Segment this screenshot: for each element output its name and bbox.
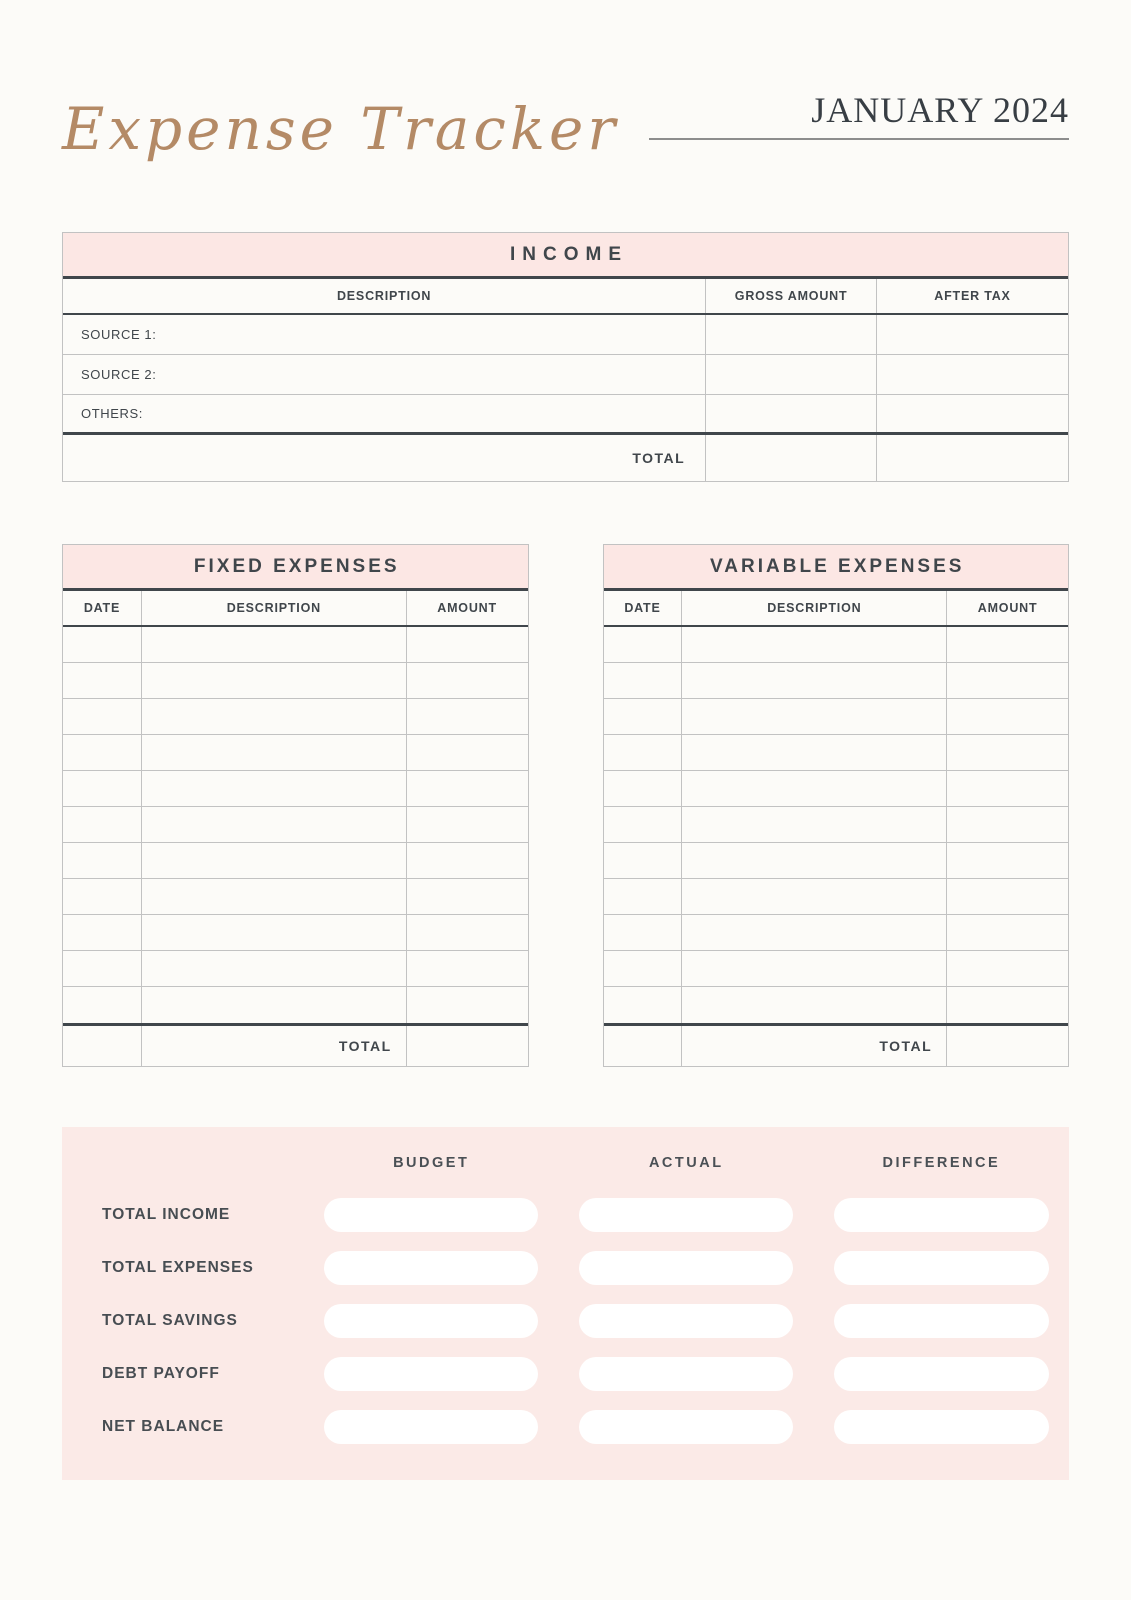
expense-amount-blank-cell[interactable]	[947, 735, 1068, 770]
expense-description-blank-cell[interactable]	[682, 951, 947, 986]
expense-amount-blank-cell[interactable]	[947, 843, 1068, 878]
expense-date-blank-cell[interactable]	[604, 879, 683, 914]
income-col-description: DESCRIPTION	[63, 279, 706, 313]
expense-description-blank-cell[interactable]	[682, 699, 947, 734]
expense-amount-blank-cell[interactable]	[947, 951, 1068, 986]
expense-date-blank-cell[interactable]	[63, 735, 142, 770]
expense-date-blank-cell[interactable]	[604, 987, 683, 1023]
summary-total-expenses-difference-field[interactable]	[834, 1251, 1048, 1285]
expense-description-blank-cell[interactable]	[142, 735, 407, 770]
income-title: INCOME	[510, 243, 628, 265]
variable-col-description: DESCRIPTION	[682, 591, 947, 625]
income-row-source2	[63, 355, 1068, 395]
expense-description-blank-cell[interactable]	[142, 915, 407, 950]
income-col-gross-amount: GROSS AMOUNT	[706, 279, 877, 313]
expense-description-blank-cell[interactable]	[682, 987, 947, 1023]
variable-expenses-section	[603, 544, 1070, 1067]
variable-total-label: TOTAL	[682, 1026, 947, 1066]
expense-date-blank-cell[interactable]	[63, 987, 142, 1023]
expense-empty-row	[63, 915, 528, 951]
header-divider	[649, 92, 1069, 140]
expense-description-blank-cell[interactable]	[142, 807, 407, 842]
expense-empty-row	[604, 771, 1069, 807]
expense-empty-row	[604, 807, 1069, 843]
summary-total-savings-difference-field[interactable]	[834, 1304, 1048, 1338]
expense-amount-blank-cell[interactable]	[947, 699, 1068, 734]
income-col-after-tax: AFTER TAX	[934, 289, 1011, 303]
expense-empty-row	[63, 807, 528, 843]
expense-empty-row	[604, 879, 1069, 915]
expense-description-blank-cell[interactable]	[142, 663, 407, 698]
summary-col-actual: ACTUAL	[648, 1155, 724, 1171]
variable-col-date: DATE	[604, 591, 683, 625]
expense-empty-row	[604, 915, 1069, 951]
expense-description-blank-cell[interactable]	[682, 627, 947, 662]
expense-amount-blank-cell[interactable]	[407, 987, 528, 1023]
fixed-expenses-title-bar	[63, 545, 528, 591]
expense-empty-row	[604, 699, 1069, 735]
expense-description-blank-cell[interactable]	[142, 987, 407, 1023]
expense-amount-blank-cell[interactable]	[947, 663, 1068, 698]
expense-amount-blank-cell[interactable]	[407, 843, 528, 878]
expense-date-blank-cell[interactable]	[604, 735, 683, 770]
expense-date-blank-cell[interactable]	[63, 807, 142, 842]
expense-date-blank-cell[interactable]	[604, 771, 683, 806]
expense-amount-blank-cell[interactable]	[407, 771, 528, 806]
expense-amount-blank-cell[interactable]	[407, 735, 528, 770]
expense-description-blank-cell[interactable]	[682, 879, 947, 914]
fixed-total-amount-blank-cell[interactable]	[407, 1026, 528, 1066]
expense-amount-blank-cell[interactable]	[407, 879, 528, 914]
expense-empty-row	[63, 771, 528, 807]
expense-amount-blank-cell[interactable]	[407, 663, 528, 698]
income-section	[62, 232, 1069, 482]
expense-date-blank-cell[interactable]	[63, 843, 142, 878]
expense-empty-row	[604, 735, 1069, 771]
summary-total-expenses-budget-field[interactable]	[324, 1251, 538, 1285]
variable-expenses-title-bar	[604, 545, 1069, 591]
expense-empty-row	[604, 951, 1069, 987]
expense-empty-row	[604, 663, 1069, 699]
expense-description-blank-cell[interactable]	[142, 951, 407, 986]
fixed-total-date-blank-cell[interactable]	[63, 1026, 142, 1066]
expense-date-blank-cell[interactable]	[604, 915, 683, 950]
expense-empty-row	[63, 951, 528, 987]
income-total-label: TOTAL	[63, 435, 706, 481]
summary-row-total-expenses-label: TOTAL EXPENSES	[102, 1259, 254, 1276]
expense-description-blank-cell[interactable]	[682, 771, 947, 806]
summary-total-expenses-actual-field[interactable]	[579, 1251, 793, 1285]
summary-net-balance-difference-field[interactable]	[834, 1410, 1048, 1444]
fixed-expenses-columns-header	[63, 591, 528, 627]
expense-description-blank-cell[interactable]	[142, 843, 407, 878]
summary-total-income-actual-field[interactable]	[579, 1198, 793, 1232]
expenses-row	[62, 544, 1069, 1067]
expense-empty-row	[63, 879, 528, 915]
summary-row-net-balance-label: NET BALANCE	[102, 1418, 225, 1435]
income-row-source1	[63, 315, 1068, 355]
expense-empty-row	[63, 843, 528, 879]
variable-expenses-title: VARIABLE EXPENSES	[710, 555, 965, 577]
expense-date-blank-cell[interactable]	[604, 627, 683, 662]
expense-date-blank-cell[interactable]	[63, 915, 142, 950]
expense-amount-blank-cell[interactable]	[947, 915, 1068, 950]
expense-amount-blank-cell[interactable]	[407, 915, 528, 950]
variable-expenses-columns-header	[604, 591, 1069, 627]
expense-description-blank-cell[interactable]	[682, 735, 947, 770]
expense-empty-row	[63, 663, 528, 699]
expense-empty-row	[63, 699, 528, 735]
expense-description-blank-cell[interactable]	[142, 627, 407, 662]
income-row-label: SOURCE 2:	[63, 355, 706, 394]
fixed-col-date: DATE	[63, 591, 142, 625]
summary-debt-payoff-budget-field[interactable]	[324, 1357, 538, 1391]
variable-expenses-total-row	[604, 1026, 1069, 1066]
expense-amount-blank-cell[interactable]	[947, 771, 1068, 806]
income-title-bar	[63, 233, 1068, 279]
expense-date-blank-cell[interactable]	[63, 627, 142, 662]
summary-row-total-income-label: TOTAL INCOME	[102, 1206, 231, 1223]
summary-col-difference: DIFFERENCE	[882, 1155, 1001, 1171]
expense-date-blank-cell[interactable]	[604, 843, 683, 878]
expense-empty-row	[604, 987, 1069, 1023]
expense-description-blank-cell[interactable]	[682, 843, 947, 878]
page-title: Expense Tracker	[62, 95, 620, 163]
income-row-label: OTHERS:	[63, 395, 706, 432]
expense-description-blank-cell[interactable]	[142, 699, 407, 734]
expense-description-blank-cell[interactable]	[682, 807, 947, 842]
variable-expenses-rows	[604, 627, 1069, 1026]
expense-date-blank-cell[interactable]	[604, 699, 683, 734]
income-aftertax-blank-cell[interactable]	[877, 395, 1068, 432]
income-total-aftertax-blank-cell[interactable]	[877, 435, 1068, 481]
income-columns-header	[63, 279, 1068, 315]
summary-total-income-difference-field[interactable]	[834, 1198, 1048, 1232]
income-aftertax-blank-cell[interactable]	[877, 355, 1068, 394]
summary-net-balance-budget-field[interactable]	[324, 1410, 538, 1444]
summary-debt-payoff-actual-field[interactable]	[579, 1357, 793, 1391]
expense-amount-blank-cell[interactable]	[947, 807, 1068, 842]
expense-empty-row	[63, 735, 528, 771]
fixed-expenses-section	[62, 544, 529, 1067]
summary-row-debt-payoff-label: DEBT PAYOFF	[102, 1365, 220, 1382]
fixed-expenses-total-row	[63, 1026, 528, 1066]
summary-total-income-budget-field[interactable]	[324, 1198, 538, 1232]
expense-date-blank-cell[interactable]	[63, 699, 142, 734]
expense-date-blank-cell[interactable]	[604, 951, 683, 986]
expense-amount-blank-cell[interactable]	[947, 987, 1068, 1023]
expense-amount-blank-cell[interactable]	[947, 879, 1068, 914]
expense-amount-blank-cell[interactable]	[947, 627, 1068, 662]
expense-date-blank-cell[interactable]	[604, 663, 683, 698]
page-header	[62, 92, 1069, 172]
expense-date-blank-cell[interactable]	[63, 951, 142, 986]
expense-amount-blank-cell[interactable]	[407, 627, 528, 662]
summary-debt-payoff-difference-field[interactable]	[834, 1357, 1048, 1391]
variable-total-date-blank-cell[interactable]	[604, 1026, 683, 1066]
income-gross-blank-cell[interactable]	[706, 355, 877, 394]
summary-col-budget: BUDGET	[393, 1155, 470, 1171]
income-gross-blank-cell[interactable]	[706, 395, 877, 432]
summary-total-savings-budget-field[interactable]	[324, 1304, 538, 1338]
expense-description-blank-cell[interactable]	[682, 915, 947, 950]
variable-col-amount: AMOUNT	[977, 601, 1038, 615]
fixed-col-amount: AMOUNT	[437, 601, 497, 615]
summary-panel	[62, 1127, 1069, 1480]
expense-empty-row	[604, 843, 1069, 879]
income-gross-blank-cell[interactable]	[706, 315, 877, 354]
income-total-gross-blank-cell[interactable]	[706, 435, 877, 481]
income-aftertax-blank-cell[interactable]	[877, 315, 1068, 354]
summary-row-total-savings-label: TOTAL SAVINGS	[102, 1312, 238, 1329]
income-row-others	[63, 395, 1068, 435]
expense-amount-blank-cell[interactable]	[407, 951, 528, 986]
expense-description-blank-cell[interactable]	[682, 663, 947, 698]
income-total-row	[63, 435, 1068, 481]
fixed-expenses-rows	[63, 627, 528, 1026]
fixed-col-description: DESCRIPTION	[142, 591, 407, 625]
summary-net-balance-actual-field[interactable]	[579, 1410, 793, 1444]
income-row-label: SOURCE 1:	[63, 315, 706, 354]
expense-description-blank-cell[interactable]	[142, 771, 407, 806]
expense-amount-blank-cell[interactable]	[407, 699, 528, 734]
expense-amount-blank-cell[interactable]	[407, 807, 528, 842]
summary-grid	[62, 1155, 1069, 1444]
variable-total-amount-blank-cell[interactable]	[947, 1026, 1068, 1066]
expense-date-blank-cell[interactable]	[63, 663, 142, 698]
expense-empty-row	[63, 627, 528, 663]
fixed-expenses-title: FIXED EXPENSES	[193, 555, 400, 577]
fixed-total-label: TOTAL	[142, 1026, 407, 1066]
expense-empty-row	[604, 627, 1069, 663]
expense-date-blank-cell[interactable]	[604, 807, 683, 842]
summary-total-savings-actual-field[interactable]	[579, 1304, 793, 1338]
expense-description-blank-cell[interactable]	[142, 879, 407, 914]
expense-empty-row	[63, 987, 528, 1023]
expense-date-blank-cell[interactable]	[63, 771, 142, 806]
expense-date-blank-cell[interactable]	[63, 879, 142, 914]
month-label: JANUARY 2024	[811, 90, 1069, 130]
